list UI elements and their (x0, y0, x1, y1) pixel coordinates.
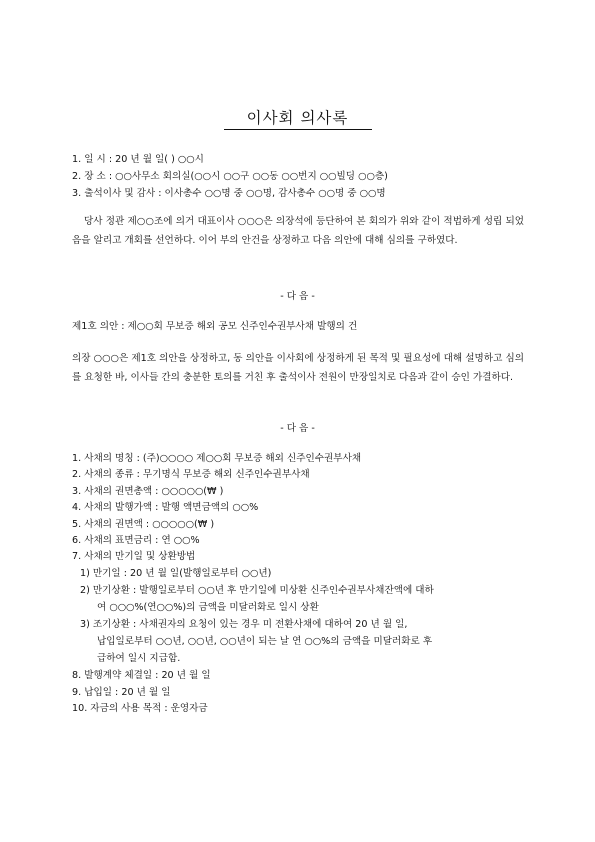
term-contract-date: 8. 발행계약 체결일 : 20 년 월 일 (72, 670, 211, 681)
agenda-item: 제1호 의안 : 제○○회 무보증 해외 공모 신주인수권부사채 발행의 건 (72, 321, 358, 332)
title-underline (224, 129, 372, 130)
opening-paragraph: 당사 정관 제○○조에 의거 대표이사 ○○○은 의장석에 등단하여 본 회의가 위와 같이 적법하게 성립 되었음을 알리고 개회를 선언하다. 이어 부의 안건을 상정하고 다음 의안에 대해 심의를 구하였다. (72, 216, 524, 246)
term-face-total: 3. 사채의 권면총액 : ○○○○○(₩ ) (72, 486, 224, 497)
page-title: 이사회 의사록 (246, 109, 349, 127)
term-maturity-heading: 7. 사채의 만기일 및 상환방법 (72, 551, 196, 562)
term-early-repayment-end: 급하여 일시 지급함. (97, 653, 181, 664)
term-maturity-repayment: 2) 만기상환 : 발행일로부터 ○○년 후 만기일에 미상환 신주인수권부사채잔액에 대하 (80, 585, 434, 596)
term-maturity-repayment-cont: 여 ○○○%(연○○%)의 금액을 미달러화로 일시 상환 (97, 602, 319, 613)
header-item-place: 2. 장 소 : ○○사무소 회의실(○○시 ○○구 ○○동 ○○번지 ○○빌딩 ○○층) (72, 171, 388, 182)
term-payment-date: 9. 납입일 : 20 년 월 일 (72, 687, 171, 698)
header-item-date: 1. 일 시 : 20 년 월 일( ) ○○시 (72, 154, 204, 165)
term-face-value: 5. 사채의 권면액 : ○○○○○(₩ ) (72, 519, 215, 530)
term-issue-price: 4. 사채의 발행가액 : 발행 액면금액의 ○○% (72, 502, 259, 513)
term-bond-name: 1. 사채의 명칭 : (주)○○○○ 제○○회 무보증 해외 신주인수권부사채 (72, 453, 362, 464)
term-use-of-funds: 10. 자금의 사용 목적 : 운영자금 (72, 703, 208, 714)
term-bond-type: 2. 사채의 종류 : 무기명식 무보증 해외 신주인수권부사채 (72, 469, 310, 480)
resolution-paragraph: 의장 ○○○은 제1호 의안을 상정하고, 동 의안을 이사회에 상정하게 된 목적 및 필요성에 대해 설명하고 심의를 요청한 바, 이사들 간의 충분한 토의를 거친 후 출석이사 전원이 만장일치로 다음과 같이 승인 가결하다. (72, 353, 524, 383)
term-coupon-rate: 6. 사채의 표면금리 : 연 ○○% (72, 535, 200, 546)
section-mark-2: - 다 음 - (280, 423, 315, 434)
term-early-repayment: 3) 조기상환 : 사채권자의 요청이 있는 경우 미 전환사채에 대하여 20 년 월 일, (80, 619, 408, 630)
header-item-attendance: 3. 출석이사 및 감사 : 이사총수 ○○명 중 ○○명, 감사총수 ○○명 중 ○○명 (72, 188, 386, 199)
section-mark-1: - 다 음 - (280, 291, 315, 302)
term-early-repayment-cont: 납입일로부터 ○○년, ○○년, ○○년이 되는 날 연 ○○%의 금액을 미달러화로 후 (97, 636, 433, 647)
term-maturity-date: 1) 만기일 : 20 년 월 일(발행일로부터 ○○년) (80, 568, 272, 579)
